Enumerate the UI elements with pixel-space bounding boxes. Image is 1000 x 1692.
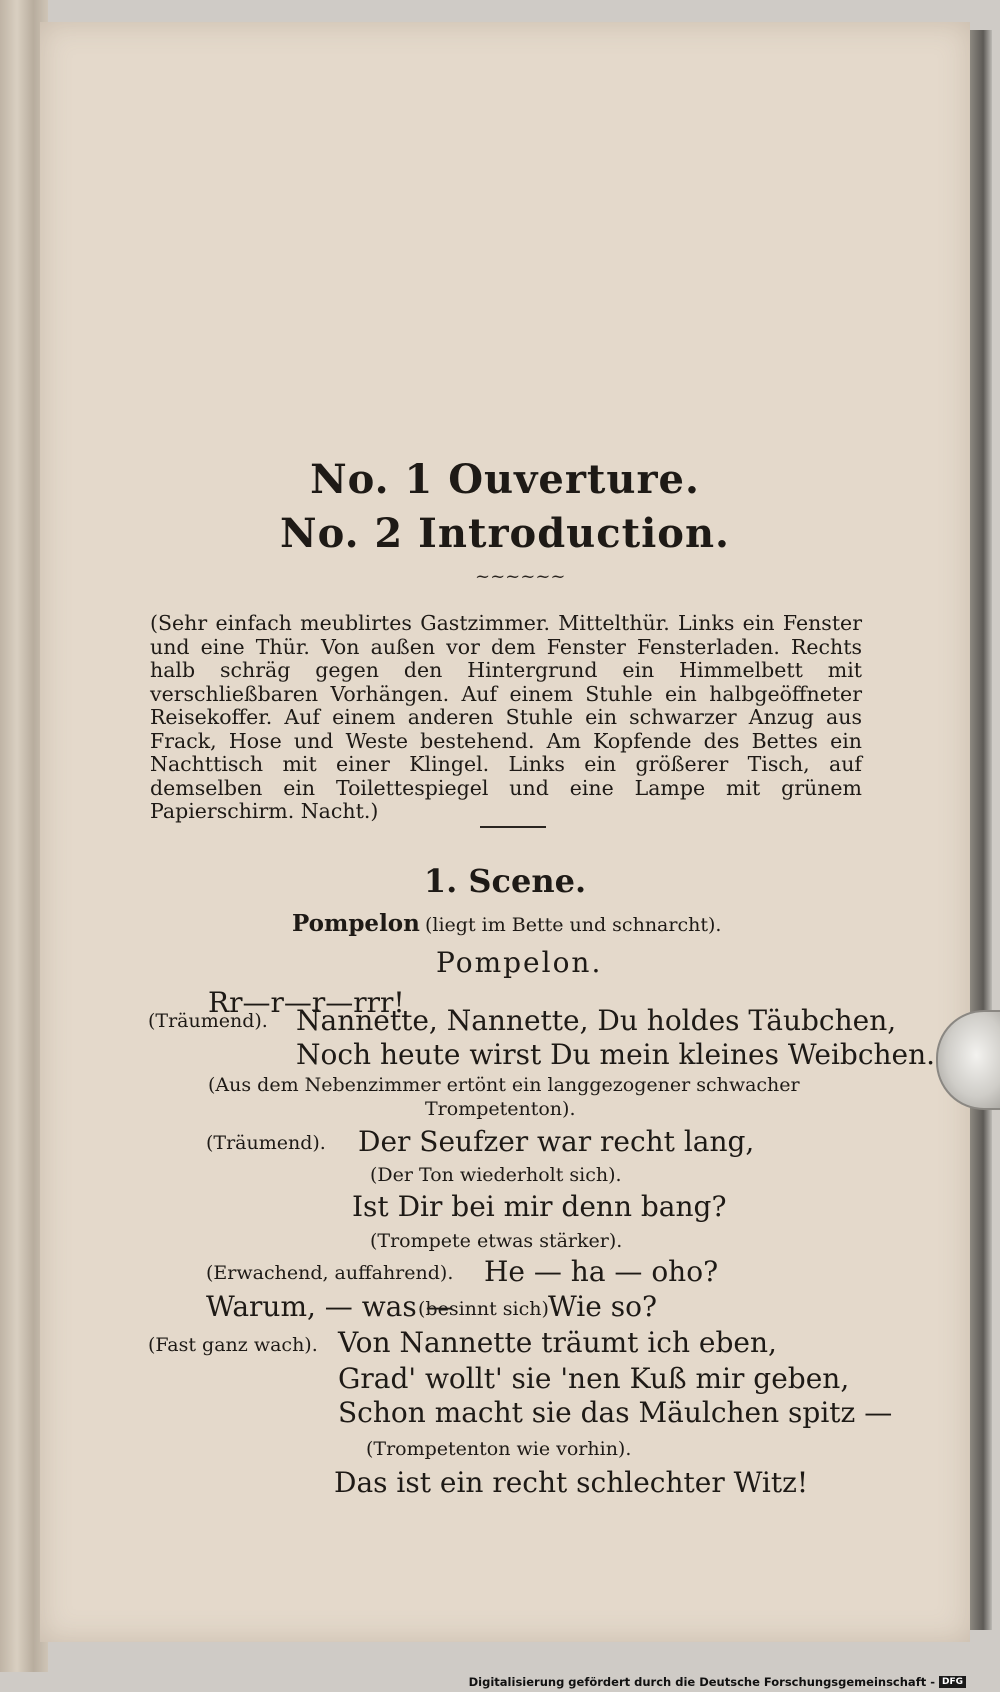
scene-title: 1. Scene. [423,862,587,900]
character-note: (liegt im Bette und schnarcht). [424,914,722,936]
line-kuss: Grad' wollt' sie 'nen Kuß mir geben, [338,1362,850,1395]
line-witz: Das ist ein recht schlechter Witz! [334,1466,809,1499]
page-content [40,0,970,1692]
direction-trumpet-1: (Aus dem Nebenzimmer ertönt ein langgezogener schwacher [208,1074,800,1096]
direction-dreaming-1: (Träumend). [148,1010,268,1032]
stage-direction: (Sehr einfach meublirtes Gastzimmer. Mittelthür. Links ein Fenster und eine Thür. Von außen vor dem Fenster Fensterladen. Rechts halb schräg gegen den Hintergrund ein Himmelbett mit verschließbaren Vorhängen. Auf einem Stuhle ein halbgeöffneter Reisekoffer. Auf einem anderen Stuhle ein schwarzer Anzug aus Frack, Hose und Weste bestehend. Am Kopfende des Bettes ein Nachttisch mit einer Klingel. Links ein größerer Tisch, auf demselben ein Toilettespiegel und eine Lampe mit grünem Papierschirm. Nacht.) [150,611,862,823]
line-snore: Rr—r—r—rrr! [208,986,405,1019]
direction-dreaming-2: (Träumend). [206,1132,326,1154]
direction-trumpet-2: Trompetenton). [425,1098,576,1120]
direction-trumpet-again: (Trompetenton wie vorhin). [366,1438,632,1460]
line-he-ha: He — ha — oho? [484,1255,719,1288]
dfg-logo: DFG [939,1676,966,1688]
line-warum: Warum, — was — [206,1290,454,1323]
line-weibchen: Noch heute wirst Du mein kleines Weibchen. [296,1038,936,1071]
footer-text: Digitalisierung gefördert durch die Deutsche Forschungsgemeinschaft - [468,1675,935,1689]
speaker-name: Pompelon. [436,946,603,979]
line-seufzer: Der Seufzer war recht lang, [358,1125,755,1158]
character-name: Pompelon [292,910,420,937]
line-nannette: Nannette, Nannette, Du holdes Täubchen, [296,1004,897,1037]
direction-trumpet-louder: (Trompete etwas stärker). [370,1230,623,1252]
section-divider [480,826,546,828]
line-maeulchen: Schon macht sie das Mäulchen spitz — [338,1396,893,1429]
page-edge-shadow [970,30,992,1630]
direction-almost-awake: (Fast ganz wach). [148,1334,318,1356]
direction-waking: (Erwachend, auffahrend). [206,1262,454,1284]
line-traeumt: Von Nannette träumt ich eben, [338,1326,777,1359]
digitization-credit [469,1675,966,1689]
line-wie-so: Wie so? [548,1290,657,1323]
heading-introduction: No. 2 Introduction. [280,510,730,557]
direction-reflects: (besinnt sich) [418,1298,549,1320]
line-bang: Ist Dir bei mir denn bang? [352,1190,727,1223]
heading-overture: No. 1 Ouverture. [310,456,700,503]
ornament-squiggle: ~~~~~~ [475,566,566,587]
character-intro [292,910,721,937]
direction-tone-repeats: (Der Ton wiederholt sich). [370,1164,622,1186]
